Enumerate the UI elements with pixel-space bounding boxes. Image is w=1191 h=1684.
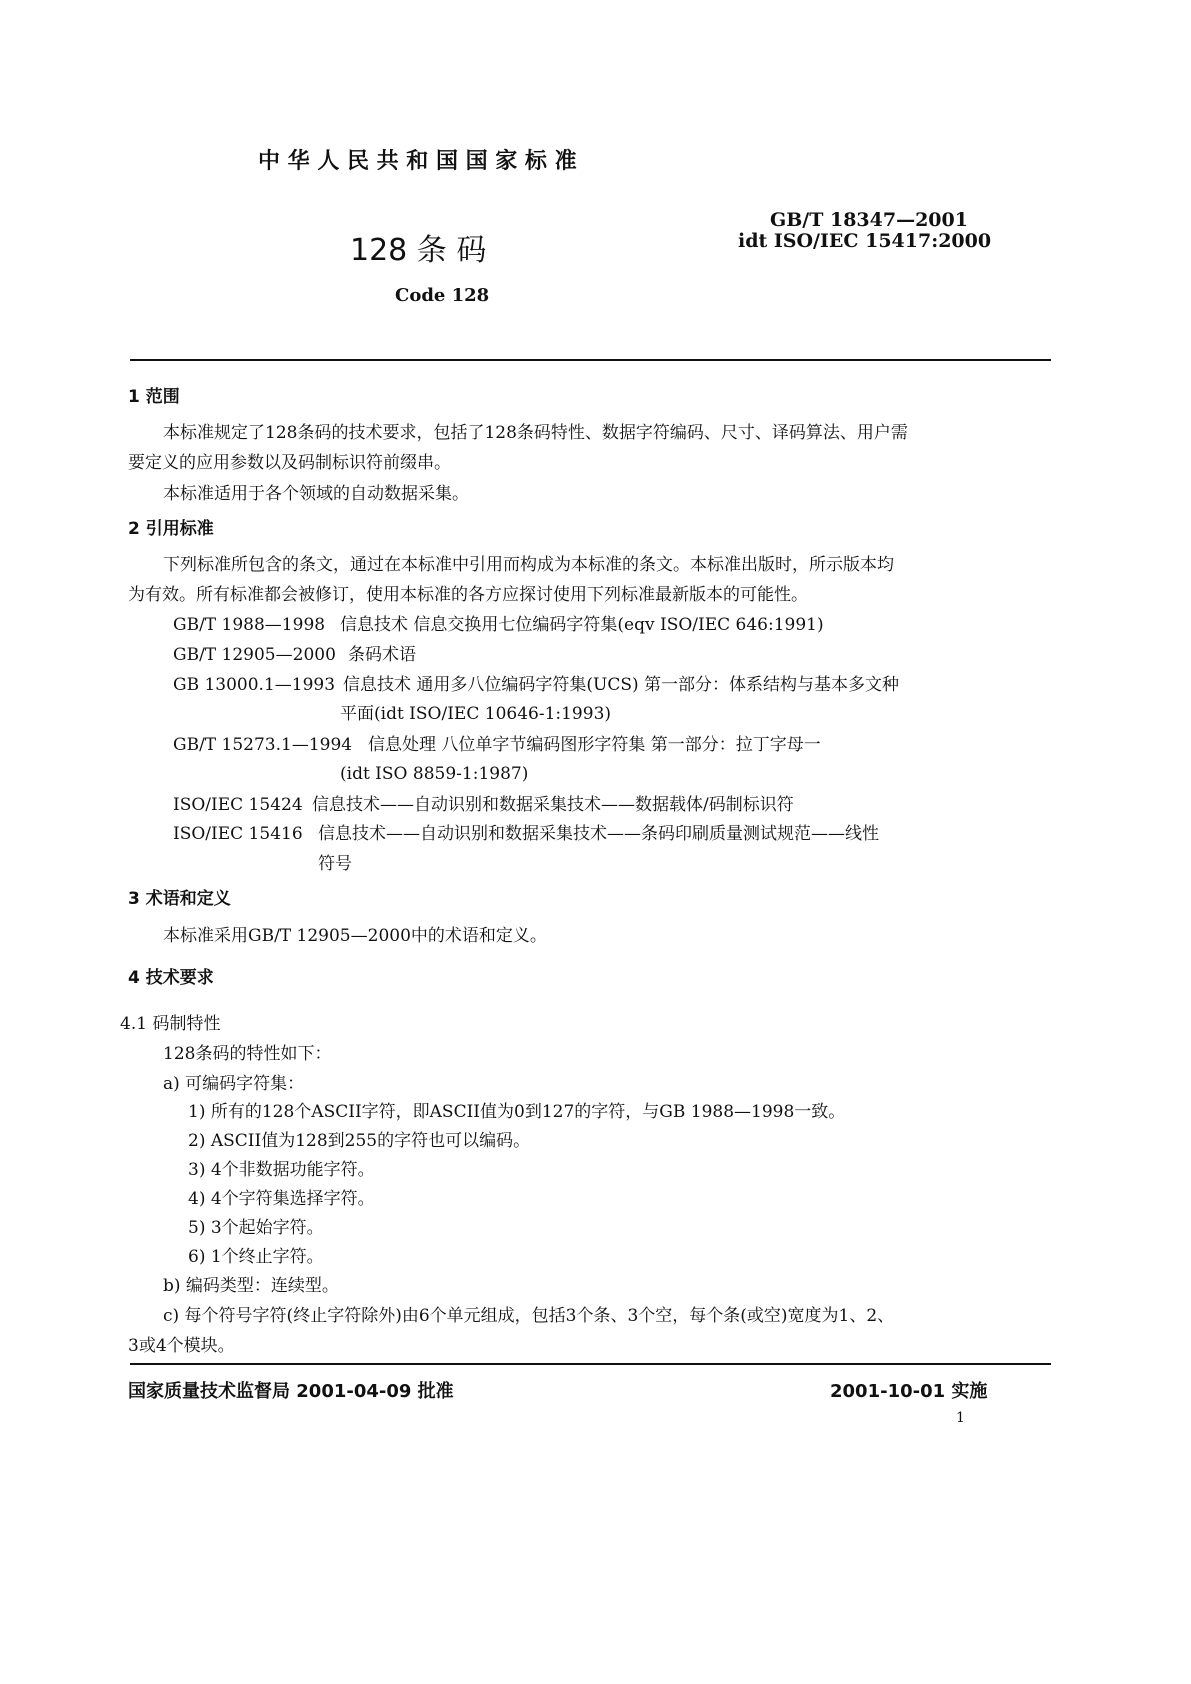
reference-title: 信息技术 通用多八位编码字符集(UCS) 第一部分：体系结构与基本多文种 [343, 675, 900, 695]
section-4-heading: 4 技术要求 [128, 968, 214, 988]
reference-title-continued: 符号 [318, 854, 352, 874]
reference-code: GB 13000.1—1993 [173, 675, 336, 695]
reference-code: ISO/IEC 15424 [173, 795, 303, 815]
section-2-paragraph-line1: 下列标准所包含的条文，通过在本标准中引用而构成为本标准的条文。本标准出版时，所示版本均 [163, 555, 894, 575]
idt-reference: idt ISO/IEC 15417:2000 [738, 230, 992, 252]
section-1-paragraph-2: 本标准适用于各个领域的自动数据采集。 [163, 484, 469, 504]
section-1-heading: 1 范围 [128, 387, 180, 407]
reference-title: 信息处理 八位单字节编码图形字符集 第一部分：拉丁字母一 [368, 735, 821, 755]
effective-date: 2001-10-01 实施 [830, 1381, 988, 1402]
approval-statement: 国家质量技术监督局 2001-04-09 批准 [128, 1381, 454, 1402]
reference-code: GB/T 15273.1—1994 [173, 735, 353, 755]
reference-title-continued: 平面(idt ISO/IEC 10646-1:1993) [340, 704, 612, 724]
section-2-paragraph-line2: 为有效。所有标准都会被修订，使用本标准的各方应探讨使用下列标准最新版本的可能性。 [128, 585, 808, 605]
list-item-c-line1: c) 每个符号字符(终止字符除外)由6个单元组成，包括3个条、3个空，每个条(或空)宽度为1、2、 [163, 1306, 895, 1326]
document-title: 128 条 码 [350, 233, 487, 268]
list-item-b: b) 编码类型：连续型。 [163, 1276, 339, 1296]
header-rule [130, 359, 1051, 361]
reference-title: 信息技术——自动识别和数据采集技术——数据载体/码制标识符 [312, 795, 794, 815]
reference-code: GB/T 12905—2000 [173, 645, 336, 665]
country-standard-heading: 中 华 人 民 共 和 国 国 家 标 准 [258, 149, 577, 174]
page-number: 1 [956, 1410, 965, 1426]
reference-code: GB/T 1988—1998 [173, 615, 326, 635]
list-item: 1) 所有的128个ASCII字符，即ASCII值为0到127的字符，与GB 1988—1998一致。 [188, 1102, 846, 1122]
section-1-paragraph-line2: 要定义的应用参数以及码制标识符前缀串。 [128, 453, 451, 473]
list-item: 5) 3个起始字符。 [188, 1218, 324, 1238]
subsection-4-1-heading: 4.1 码制特性 [120, 1014, 221, 1034]
document-subtitle: Code 128 [395, 285, 490, 306]
reference-code: ISO/IEC 15416 [173, 824, 303, 844]
section-1-paragraph-line1: 本标准规定了128条码的技术要求，包括了128条码特性、数据字符编码、尺寸、译码算法、用户需 [163, 423, 908, 443]
list-item: 6) 1个终止字符。 [188, 1247, 324, 1267]
section-3-heading: 3 术语和定义 [128, 889, 231, 909]
list-item: 4) 4个字符集选择字符。 [188, 1189, 375, 1209]
section-2-heading: 2 引用标准 [128, 519, 214, 539]
standard-number: GB/T 18347—2001 [770, 209, 968, 231]
list-item-c-line2: 3或4个模块。 [128, 1336, 235, 1356]
list-item: 3) 4个非数据功能字符。 [188, 1160, 375, 1180]
list-item: 2) ASCII值为128到255的字符也可以编码。 [188, 1131, 531, 1151]
list-item-a: a) 可编码字符集： [163, 1074, 305, 1094]
characteristics-intro: 128条码的特性如下： [163, 1044, 332, 1064]
reference-title: 信息技术 信息交换用七位编码字符集(eqv ISO/IEC 646:1991) [340, 615, 824, 635]
reference-title-continued: (idt ISO 8859-1:1987) [340, 764, 529, 784]
reference-title: 信息技术——自动识别和数据采集技术——条码印刷质量测试规范——线性 [318, 824, 879, 844]
section-3-paragraph: 本标准采用GB/T 12905—2000中的术语和定义。 [163, 926, 547, 946]
footer-rule [130, 1363, 1051, 1365]
reference-title: 条码术语 [348, 645, 416, 665]
